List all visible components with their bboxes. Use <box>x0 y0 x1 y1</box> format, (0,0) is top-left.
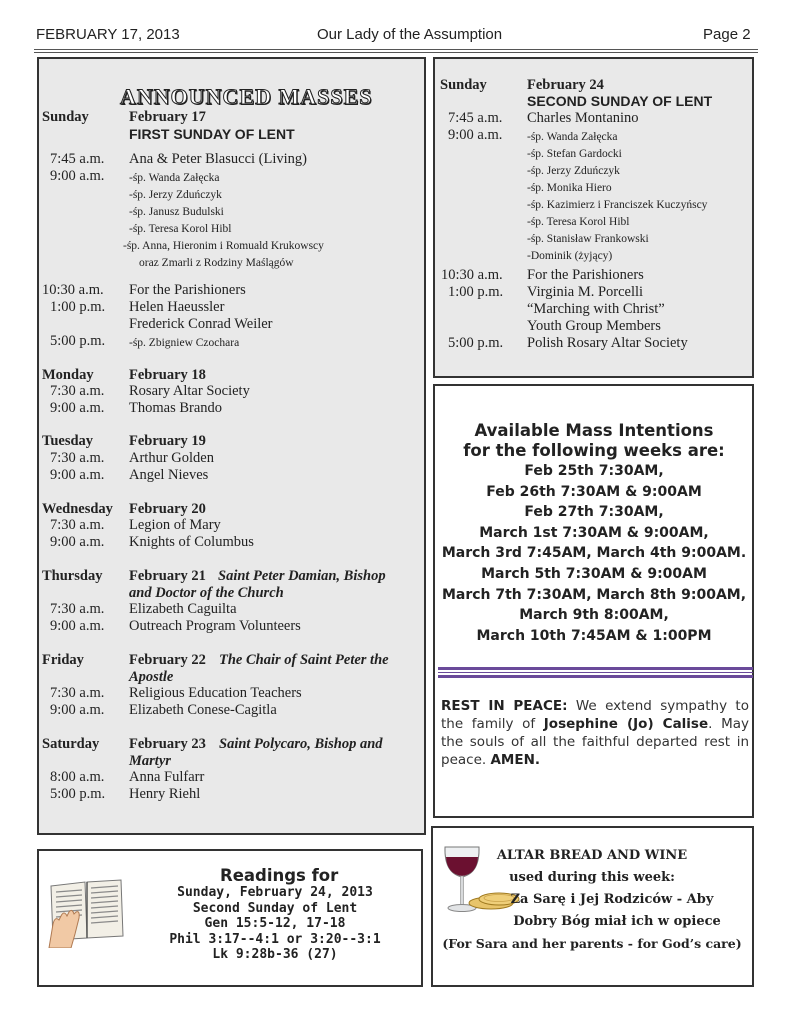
day-label: Saturday <box>42 736 100 752</box>
mass-time: 5:00 p.m. <box>50 333 106 349</box>
mass-time: 9:00 a.m. <box>50 168 105 184</box>
available-slot: Feb 27th 7:30AM, <box>524 504 664 520</box>
mass-intention: Ana & Peter Blasucci (Living) <box>129 151 307 167</box>
mass-intention: -śp. Monika Hiero <box>527 182 612 194</box>
announced-masses-title: ANNOUNCED MASSES <box>120 84 373 109</box>
mass-time: 7:30 a.m. <box>50 383 105 399</box>
mass-intention: Youth Group Members <box>527 318 661 334</box>
feast-title: Saint Peter Damian, Bishop <box>218 568 386 584</box>
day-label: Wednesday <box>42 501 113 517</box>
header-rule-2 <box>34 52 758 53</box>
mass-intention: Legion of Mary <box>129 517 221 533</box>
available-subtitle: for the following weeks are: <box>463 441 725 460</box>
available-slot: March 10th 7:45AM & 1:00PM <box>476 628 712 644</box>
mass-intention: -śp. Stefan Gardocki <box>527 148 622 160</box>
mass-intention: For the Parishioners <box>527 267 644 283</box>
mass-intention: Elizabeth Conese-Cagitla <box>129 702 277 718</box>
mass-intention: -Dominik (żyjący) <box>527 250 613 262</box>
rip-name: Josephine (Jo) Calise <box>543 716 709 732</box>
mass-intention: -śp. Teresa Korol Hibl <box>527 216 630 228</box>
mass-intention: Outreach Program Volunteers <box>129 618 301 634</box>
mass-intention: Frederick Conrad Weiler <box>129 316 273 332</box>
altar-title: ALTAR BREAD AND WINE <box>496 848 688 863</box>
mass-intention: Henry Riehl <box>129 786 201 802</box>
mass-intention: Anna Fulfarr <box>129 769 205 785</box>
altar-intention-pl-2: Dobry Bóg miał ich w opiece <box>513 914 721 929</box>
rest-in-peace-notice <box>441 697 749 769</box>
rip-amen: AMEN. <box>490 752 540 768</box>
mass-time: 7:30 a.m. <box>50 685 105 701</box>
mass-intention: Charles Montanino <box>527 110 639 126</box>
mass-intention: Thomas Brando <box>129 400 223 416</box>
mass-time: 5:00 p.m. <box>50 786 106 802</box>
day-date: February 24 <box>527 77 604 93</box>
day-label: Sunday <box>42 109 89 125</box>
feast-title: Saint Polycaro, Bishop and <box>219 736 383 752</box>
available-slot: March 7th 7:30AM, March 8th 9:00AM, <box>441 587 747 603</box>
mass-intention: Arthur Golden <box>129 450 214 466</box>
mass-intention: Rosary Altar Society <box>129 383 250 399</box>
mass-time: 9:00 a.m. <box>50 467 105 483</box>
readings-title: Readings for <box>220 866 339 885</box>
day-label: Sunday <box>440 77 487 93</box>
altar-intention-en: (For Sara and her parents - for God’s care) <box>442 936 742 951</box>
available-slot: March 9th 8:00AM, <box>519 607 669 623</box>
available-title: Available Mass Intentions <box>474 421 714 440</box>
mass-intention: -śp. Anna, Hieronim i Romuald Krukowscy <box>123 240 324 252</box>
purple-divider-thin <box>438 672 753 673</box>
header-rule <box>34 49 758 50</box>
mass-time: 5:00 p.m. <box>448 335 504 351</box>
mass-intention: -śp. Wanda Załęcka <box>527 131 618 143</box>
readings-sunday: Second Sunday of Lent <box>192 901 358 916</box>
mass-time: 7:45 a.m. <box>448 110 503 126</box>
available-slot: Feb 25th 7:30AM, <box>524 463 664 479</box>
mass-intention: Helen Haeussler <box>129 299 225 315</box>
day-date: February 21 <box>129 568 206 584</box>
available-slot: Feb 26th 7:30AM & 9:00AM <box>486 484 702 500</box>
mass-intention: -śp. Stanisław Frankowski <box>527 233 649 245</box>
mass-time: 8:00 a.m. <box>50 769 105 785</box>
mass-time: 9:00 a.m. <box>50 400 105 416</box>
day-date: February 23 <box>129 736 206 752</box>
mass-time: 7:30 a.m. <box>50 517 105 533</box>
mass-intention: oraz Zmarli z Rodziny Maślągów <box>139 257 294 269</box>
day-label: Monday <box>42 367 94 383</box>
mass-intention: Religious Education Teachers <box>129 685 302 701</box>
mass-intention: -śp. Zbigniew Czochara <box>129 337 240 349</box>
available-slot: March 5th 7:30AM & 9:00AM <box>481 566 707 582</box>
mass-intention: “Marching with Christ” <box>527 301 665 317</box>
day-date: February 19 <box>129 433 206 449</box>
day-date: February 20 <box>129 501 206 517</box>
reading-first: Gen 15:5-12, 17-18 <box>204 916 346 931</box>
feast-title: Apostle <box>129 669 174 685</box>
mass-time: 9:00 a.m. <box>50 702 105 718</box>
feast-title: FIRST SUNDAY OF LENT <box>129 126 295 142</box>
mass-intention: -śp. Teresa Korol Hibl <box>129 223 232 235</box>
feast-title: and Doctor of the Church <box>129 585 284 601</box>
purple-divider <box>438 667 753 670</box>
feast-title: SECOND SUNDAY OF LENT <box>527 93 713 109</box>
mass-intention: For the Parishioners <box>129 282 246 298</box>
altar-subtitle: used during this week: <box>509 870 675 885</box>
mass-intention: Polish Rosary Altar Society <box>527 335 688 351</box>
reading-second: Phil 3:17--4:1 or 3:20--3:1 <box>169 932 381 947</box>
bulletin-date: FEBRUARY 17, 2013 <box>36 26 180 43</box>
mass-time: 1:00 p.m. <box>50 299 106 315</box>
readings-date: Sunday, February 24, 2013 <box>177 885 373 900</box>
mass-time: 1:00 p.m. <box>448 284 504 300</box>
day-label: Thursday <box>42 568 103 584</box>
mass-time: 7:30 a.m. <box>50 601 105 617</box>
mass-time: 7:30 a.m. <box>50 450 105 466</box>
day-date: February 22 <box>129 652 206 668</box>
day-label: Friday <box>42 652 84 668</box>
feast-title: Martyr <box>129 753 171 769</box>
mass-intention: Elizabeth Caguilta <box>129 601 237 617</box>
day-date: February 18 <box>129 367 206 383</box>
mass-time: 9:00 a.m. <box>50 534 105 550</box>
mass-time: 7:45 a.m. <box>50 151 105 167</box>
mass-intention: -śp. Kazimierz i Franciszek Kuczyńscy <box>527 199 708 211</box>
mass-time: 9:00 a.m. <box>448 127 503 143</box>
bible-hand-icon <box>47 876 127 953</box>
mass-time: 10:30 a.m. <box>42 282 104 298</box>
mass-intention: Knights of Columbus <box>129 534 254 550</box>
purple-divider-2 <box>438 675 753 678</box>
rip-text-2: . May the souls of all the faithful departed rest in peace. <box>441 716 749 768</box>
rip-label: REST IN PEACE: <box>441 698 568 714</box>
mass-intention: -śp. Jerzy Zduńczyk <box>527 165 620 177</box>
parish-name: Our Lady of the Assumption <box>317 26 503 43</box>
available-slot: March 3rd 7:45AM, March 4th 9:00AM. <box>441 545 747 561</box>
available-slot: March 1st 7:30AM & 9:00AM, <box>479 525 709 541</box>
rip-text: We extend sympathy to the family of <box>441 698 749 732</box>
day-date: February 17 <box>129 109 206 125</box>
mass-time: 10:30 a.m. <box>441 267 503 283</box>
altar-intention-pl: Za Sarę i Jej Rodziców - Aby <box>510 892 714 907</box>
mass-intention: Angel Nieves <box>129 467 209 483</box>
reading-gospel: Lk 9:28b-36 (27) <box>212 947 338 962</box>
day-label: Tuesday <box>42 433 94 449</box>
mass-intention: -śp. Janusz Budulski <box>129 206 224 218</box>
page-number: Page 2 <box>703 26 751 43</box>
mass-intention: Virginia M. Porcelli <box>527 284 644 300</box>
mass-intention: -śp. Wanda Załęcka <box>129 172 220 184</box>
mass-intention: -śp. Jerzy Zduńczyk <box>129 189 222 201</box>
mass-time: 9:00 a.m. <box>50 618 105 634</box>
feast-title: The Chair of Saint Peter the <box>219 652 389 668</box>
